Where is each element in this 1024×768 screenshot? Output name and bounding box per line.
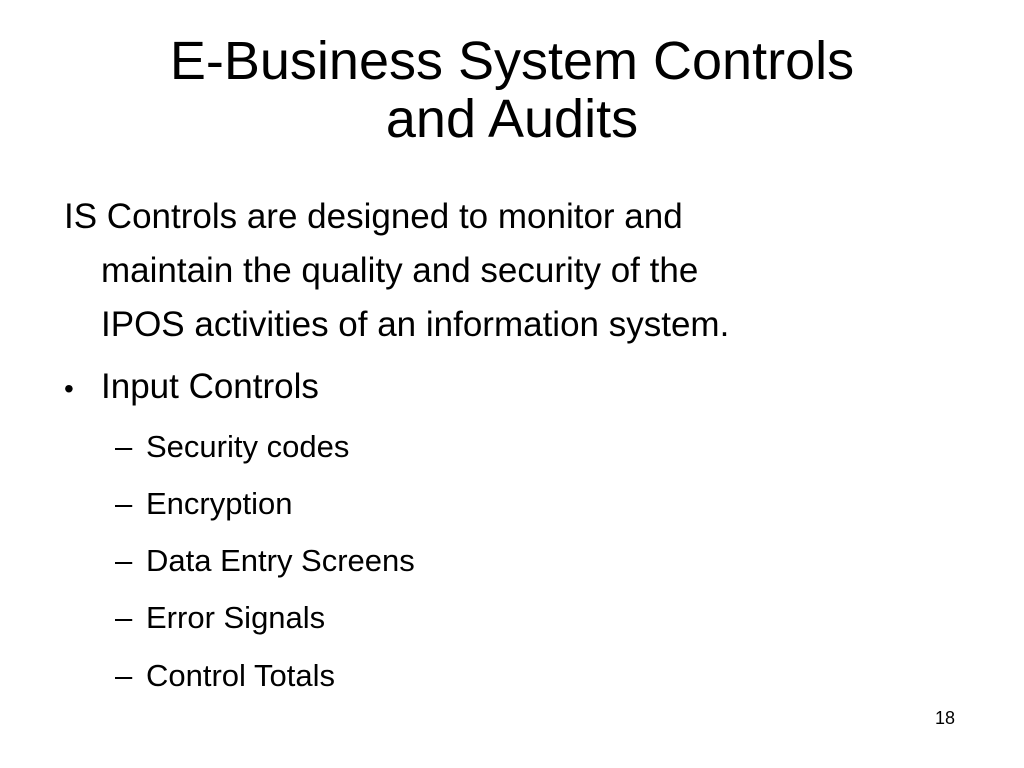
intro-line: IPOS activities of an information system. [101, 305, 730, 344]
sub-bullet [115, 484, 292, 524]
intro-line: IS Controls are designed to monitor and [64, 197, 683, 236]
sub-bullet [115, 427, 349, 467]
dash-marker: – [115, 543, 133, 578]
page-number: 18 [934, 708, 956, 728]
dash-marker: – [115, 486, 133, 521]
sub-bullet [115, 598, 325, 638]
sub-bullet-label: Error Signals [146, 600, 326, 635]
bullet-marker: • [64, 373, 74, 404]
slide-title-line: and Audits [385, 89, 639, 149]
sub-bullet-label: Security codes [146, 429, 350, 464]
intro-paragraph [64, 190, 944, 352]
sub-bullet [115, 656, 335, 696]
sub-bullet-label: Encryption [146, 486, 293, 521]
sub-bullet-label: Data Entry Screens [146, 543, 415, 578]
sub-bullet-label: Control Totals [146, 658, 335, 693]
slide-title-line: E-Business System Controls [169, 31, 855, 91]
sub-bullet [115, 541, 415, 581]
dash-marker: – [115, 429, 133, 464]
intro-line: maintain the quality and security of the [101, 251, 699, 290]
slide-title [0, 32, 1024, 148]
bullet-input-controls [64, 360, 319, 416]
dash-marker: – [115, 658, 133, 693]
dash-marker: – [115, 600, 133, 635]
bullet-label: Input Controls [101, 367, 319, 406]
